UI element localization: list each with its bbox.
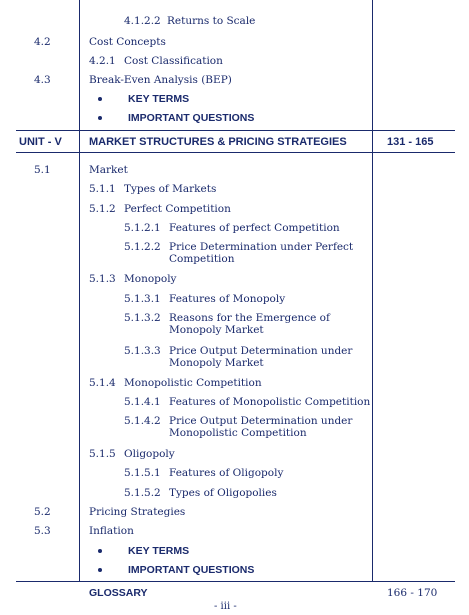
page-bottom-rule <box>16 581 455 582</box>
bullet-icon <box>98 568 102 572</box>
toc-label: Reasons for the Emergence of Monopoly Market <box>169 312 330 336</box>
toc-label: Cost Concepts <box>89 36 166 48</box>
toc-label: Features of Oligopoly <box>169 467 284 479</box>
toc-number: 5.1.3 <box>89 273 116 285</box>
toc-label: Price Output Determination under Monopoly Market <box>169 345 353 369</box>
glossary-pages: 166 - 170 <box>387 587 438 599</box>
key-terms-label: KEY TERMS <box>128 545 190 557</box>
key-terms-label: KEY TERMS <box>128 93 190 105</box>
unit-title: MARKET STRUCTURES & PRICING STRATEGIES <box>89 136 347 148</box>
unit-top-rule <box>16 130 455 131</box>
toc-label: Features of Monopolistic Competition <box>169 396 371 408</box>
toc-label: Price Output Determination under Monopolistic Competition <box>169 415 353 439</box>
toc-label: Returns to Scale <box>167 15 256 27</box>
toc-number: 5.1.5.2 <box>124 487 161 499</box>
toc-label: Inflation <box>89 525 134 537</box>
column-rule-left <box>79 0 80 581</box>
toc-label: Perfect Competition <box>124 203 231 215</box>
toc-number: 5.1.1 <box>89 183 116 195</box>
toc-number: 5.1.3.2 <box>124 312 161 324</box>
toc-number: 5.1.3.1 <box>124 293 161 305</box>
toc-number: 5.1.3.3 <box>124 345 161 357</box>
toc-label: Oligopoly <box>124 448 175 460</box>
important-questions-label: IMPORTANT QUESTIONS <box>128 112 255 124</box>
toc-number: 5.1.5 <box>89 448 116 460</box>
toc-label: Monopolistic Competition <box>124 377 262 389</box>
toc-label: Price Determination under Perfect Competition <box>169 241 354 265</box>
toc-label: Features of perfect Competition <box>169 222 340 234</box>
toc-label: Break-Even Analysis (BEP) <box>89 74 232 86</box>
toc-label: Pricing Strategies <box>89 506 186 518</box>
column-rule-right <box>372 0 373 581</box>
toc-number: 5.1.2.2 <box>124 241 161 253</box>
toc-label: Types of Markets <box>124 183 217 195</box>
toc-label: Cost Classification <box>124 55 223 67</box>
bullet-icon <box>98 116 102 120</box>
toc-number: 4.1.2.2 <box>124 15 161 27</box>
toc-number: 5.1.2.1 <box>124 222 161 234</box>
toc-number: 4.3 <box>34 74 51 86</box>
page-number: - iii - <box>214 601 237 612</box>
important-questions-label: IMPORTANT QUESTIONS <box>128 564 255 576</box>
unit-pages: 131 - 165 <box>387 136 434 148</box>
toc-number: 5.3 <box>34 525 51 537</box>
toc-number: 5.2 <box>34 506 51 518</box>
toc-number: 4.2 <box>34 36 51 48</box>
toc-number: 5.1 <box>34 164 51 176</box>
glossary-label: GLOSSARY <box>89 587 148 599</box>
toc-number: 4.2.1 <box>89 55 116 67</box>
unit-bottom-rule <box>16 152 455 153</box>
toc-label: Monopoly <box>124 273 177 285</box>
toc-number: 5.1.5.1 <box>124 467 161 479</box>
toc-number: 5.1.2 <box>89 203 116 215</box>
toc-number: 5.1.4 <box>89 377 116 389</box>
bullet-icon <box>98 97 102 101</box>
bullet-icon <box>98 549 102 553</box>
toc-label: Types of Oligopolies <box>169 487 277 499</box>
toc-number: 5.1.4.1 <box>124 396 161 408</box>
unit-label: UNIT - V <box>19 136 62 148</box>
toc-number: 5.1.4.2 <box>124 415 161 427</box>
toc-label: Features of Monopoly <box>169 293 286 305</box>
toc-label: Market <box>89 164 128 176</box>
